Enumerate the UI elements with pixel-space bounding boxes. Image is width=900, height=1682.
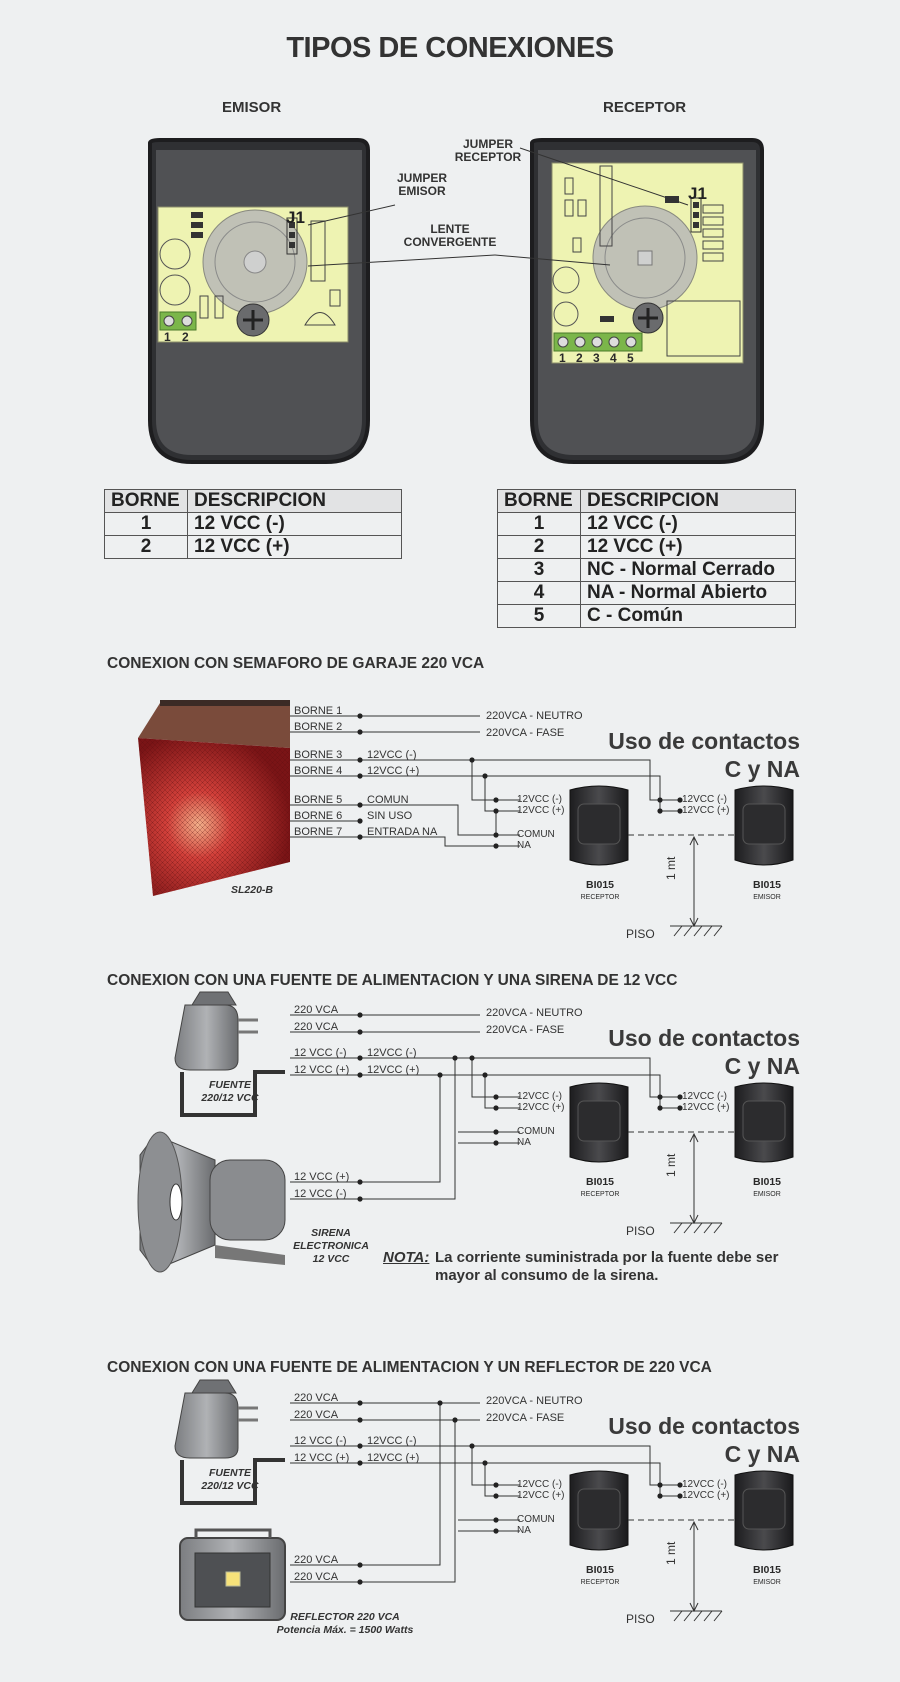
- receptor-input-label: 12VCC (-): [517, 794, 563, 805]
- receptor-sub: RECEPTOR: [580, 1191, 620, 1198]
- emisor-sub: EMISOR: [753, 1579, 781, 1586]
- table-row: [105, 513, 402, 536]
- receptor-name: BI015: [585, 1564, 615, 1576]
- nota-label: NOTA:: [383, 1249, 430, 1266]
- table-header: BORNE: [105, 490, 188, 513]
- receptor-device: [532, 140, 762, 462]
- reflector-caption: REFLECTOR 220 VCA Potencia Máx. = 1500 Watts: [276, 1611, 414, 1636]
- wire-label: 220VCA - NEUTRO: [486, 1395, 583, 1407]
- section1-title: CONEXION CON SEMAFORO DE GARAJE 220 VCA: [107, 655, 485, 672]
- wire-label: 12VCC (-): [367, 749, 417, 761]
- emisor-sub: EMISOR: [753, 894, 781, 901]
- piso-label: PISO: [626, 1224, 655, 1238]
- wire-label: 12VCC (-): [367, 1047, 417, 1059]
- uso-contactos-line2: C y NA: [724, 1053, 800, 1079]
- uso-contactos-line1: Uso de contactos: [608, 1025, 800, 1051]
- receptor-borne-table: [497, 489, 796, 628]
- wire-label: 220VCA - FASE: [486, 1024, 565, 1036]
- piso-label: PISO: [626, 927, 655, 941]
- nota-text: La corriente suministrada por la fuente debe ser mayor al consumo de la sirena.: [435, 1249, 779, 1284]
- wire-label: 12VCC (+): [367, 1452, 420, 1464]
- emisor-borne-table: [104, 489, 402, 559]
- borne-label: BORNE 6: [294, 810, 343, 822]
- wire-label: COMUN: [367, 794, 409, 806]
- reflector-label: 220 VCA: [294, 1554, 339, 1566]
- table-header: BORNE: [498, 490, 581, 513]
- borne-label: BORNE 4: [294, 765, 343, 777]
- table-row: [498, 559, 796, 582]
- wire-label: 220VCA - NEUTRO: [486, 710, 583, 722]
- wire-label: ENTRADA NA: [367, 826, 438, 838]
- sirena-label: 12 VCC (-): [294, 1188, 347, 1200]
- borne-label: BORNE 3: [294, 749, 343, 761]
- wire-label: 12VCC (+): [367, 1064, 420, 1076]
- semaforo-caption: SL220-B: [230, 884, 273, 896]
- fuente-caption-2: FUENTE 220/12 VCC: [201, 1079, 259, 1104]
- receptor-name: BI015: [585, 879, 615, 891]
- emisor-terminal-1: 1: [164, 330, 171, 344]
- receptor-contact-label: NA: [517, 1137, 531, 1148]
- receptor-terminal-5: 5: [627, 351, 634, 365]
- page-title: TIPOS DE CONEXIONES: [286, 32, 614, 64]
- fuente-label: 12 VCC (-): [294, 1047, 347, 1059]
- height-label: 1 mt: [664, 1541, 678, 1565]
- emisor-input-label: 12VCC (+): [682, 805, 730, 816]
- wire-label: SIN USO: [367, 810, 413, 822]
- bi015-sensor: [570, 786, 628, 865]
- borne-label: BORNE 1: [294, 705, 343, 717]
- table-cell: 1: [105, 513, 188, 536]
- wire-label: 220VCA - FASE: [486, 727, 565, 739]
- receptor-input-label: 12VCC (+): [517, 1490, 565, 1501]
- table-cell: 12 VCC (-): [188, 513, 402, 536]
- table-cell: NC - Normal Cerrado: [581, 559, 796, 582]
- fuente-label: 220 VCA: [294, 1004, 339, 1016]
- receptor-contact-label: COMUN: [517, 1126, 555, 1137]
- receptor-input-label: 12VCC (+): [517, 1102, 565, 1113]
- jumper-emisor-label: JUMPER EMISOR: [396, 171, 447, 198]
- receptor-input-label: 12VCC (+): [517, 805, 565, 816]
- bi015-sensor: [570, 1471, 628, 1550]
- emisor-name: BI015: [752, 1564, 782, 1576]
- emisor-input-label: 12VCC (+): [682, 1490, 730, 1501]
- table-row: [105, 536, 402, 559]
- table-cell: 2: [105, 536, 188, 559]
- fuente-label: 12 VCC (+): [294, 1064, 350, 1076]
- table-row: [498, 582, 796, 605]
- height-label: 1 mt: [664, 856, 678, 880]
- sirena-caption: SIRENA ELECTRONICA 12 VCC: [293, 1227, 369, 1265]
- lente-convergente-label: LENTE CONVERGENTE: [403, 222, 497, 249]
- table-cell: 12 VCC (+): [581, 536, 796, 559]
- reflector-device: [180, 1530, 285, 1620]
- uso-contactos-line1: Uso de contactos: [608, 728, 800, 754]
- table-cell: NA - Normal Abierto: [581, 582, 796, 605]
- bi015-sensor: [735, 786, 793, 865]
- fuente-label: 220 VCA: [294, 1021, 339, 1033]
- receptor-sub: RECEPTOR: [580, 894, 620, 901]
- fuente-label: 12 VCC (+): [294, 1452, 350, 1464]
- section2-title: CONEXION CON UNA FUENTE DE ALIMENTACION Y UNA SIRENA DE 12 VCC: [107, 972, 678, 989]
- receptor-input-label: 12VCC (-): [517, 1091, 563, 1102]
- fuente-caption-3: FUENTE 220/12 VCC: [201, 1467, 259, 1492]
- borne-label: BORNE 2: [294, 721, 343, 733]
- receptor-name: BI015: [585, 1176, 615, 1188]
- receptor-contact-label: NA: [517, 840, 531, 851]
- bi015-sensor: [735, 1083, 793, 1162]
- table-row: [498, 536, 796, 559]
- table-cell: C - Común: [581, 605, 796, 628]
- height-label: 1 mt: [664, 1153, 678, 1177]
- table-row: [498, 513, 796, 536]
- reflector-label: 220 VCA: [294, 1571, 339, 1583]
- receptor-terminal-2: 2: [576, 351, 583, 365]
- receptor-contact-label: COMUN: [517, 1514, 555, 1525]
- receptor-contact-label: COMUN: [517, 829, 555, 840]
- wire-label: 220VCA - NEUTRO: [486, 1007, 583, 1019]
- emisor-input-label: 12VCC (-): [682, 1091, 728, 1102]
- fuente-label: 220 VCA: [294, 1409, 339, 1421]
- table-cell: 1: [498, 513, 581, 536]
- receptor-heading: RECEPTOR: [603, 99, 687, 116]
- sirena-device: [138, 1132, 285, 1272]
- receptor-terminal-4: 4: [610, 351, 617, 365]
- receptor-contact-label: NA: [517, 1525, 531, 1536]
- receptor-terminal-3: 3: [593, 351, 600, 365]
- piso-label: PISO: [626, 1612, 655, 1626]
- uso-contactos-line2: C y NA: [724, 756, 800, 782]
- borne-label: BORNE 5: [294, 794, 343, 806]
- emisor-name: BI015: [752, 879, 782, 891]
- table-row: [498, 605, 796, 628]
- emisor-input-label: 12VCC (+): [682, 1102, 730, 1113]
- emisor-j1-label: J1: [286, 208, 305, 227]
- table-cell: 4: [498, 582, 581, 605]
- receptor-terminal-1: 1: [559, 351, 566, 365]
- bi015-sensor: [735, 1471, 793, 1550]
- receptor-sub: RECEPTOR: [580, 1579, 620, 1586]
- bi015-sensor: [570, 1083, 628, 1162]
- table-cell: 12 VCC (-): [581, 513, 796, 536]
- receptor-input-label: 12VCC (-): [517, 1479, 563, 1490]
- fuente-label: 220 VCA: [294, 1392, 339, 1404]
- emisor-input-label: 12VCC (-): [682, 1479, 728, 1490]
- fuente-label: 12 VCC (-): [294, 1435, 347, 1447]
- sirena-label: 12 VCC (+): [294, 1171, 350, 1183]
- emisor-name: BI015: [752, 1176, 782, 1188]
- emisor-device: [150, 140, 368, 462]
- emisor-heading: EMISOR: [222, 99, 282, 116]
- emisor-sub: EMISOR: [753, 1191, 781, 1198]
- emisor-input-label: 12VCC (-): [682, 794, 728, 805]
- wire-label: 12VCC (-): [367, 1435, 417, 1447]
- table-header: DESCRIPCION: [581, 490, 796, 513]
- table-cell: 12 VCC (+): [188, 536, 402, 559]
- semaforo-device: [138, 700, 290, 896]
- wire-label: 12VCC (+): [367, 765, 420, 777]
- table-cell: 3: [498, 559, 581, 582]
- receptor-j1-label: J1: [688, 184, 707, 203]
- uso-contactos-line1: Uso de contactos: [608, 1413, 800, 1439]
- wire-label: 220VCA - FASE: [486, 1412, 565, 1424]
- section3-title: CONEXION CON UNA FUENTE DE ALIMENTACION Y UN REFLECTOR DE 220 VCA: [107, 1359, 712, 1376]
- table-cell: 5: [498, 605, 581, 628]
- jumper-receptor-label: JUMPER RECEPTOR: [454, 137, 522, 164]
- table-cell: 2: [498, 536, 581, 559]
- emisor-terminal-2: 2: [182, 330, 189, 344]
- borne-label: BORNE 7: [294, 826, 343, 838]
- uso-contactos-line2: C y NA: [724, 1441, 800, 1467]
- table-header: DESCRIPCION: [188, 490, 402, 513]
